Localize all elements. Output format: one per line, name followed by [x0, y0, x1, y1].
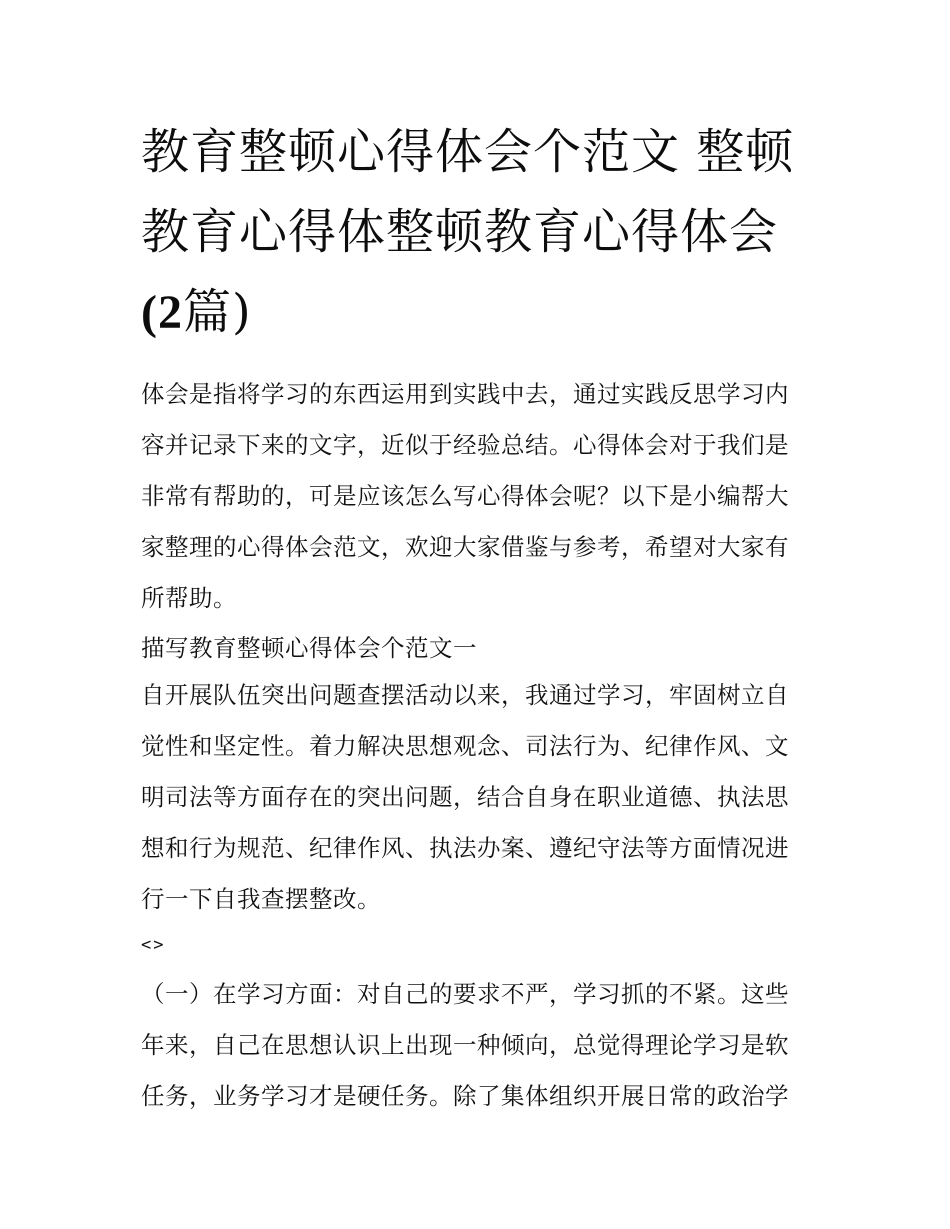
intro-line: 容并记录下来的文字，近似于经验总结。心得体会对于我们是 — [141, 431, 789, 459]
intro-line: 非常有帮助的，可是应该怎么写心得体会呢？以下是小编帮大 — [141, 482, 789, 510]
body-line: 觉性和坚定性。着力解决思想观念、司法行为、纪律作风、文 — [141, 732, 789, 760]
body-paragraph-1 — [141, 670, 813, 925]
body-line: （一）在学习方面：对自己的要求不严，学习抓的不紧。这些 — [141, 980, 789, 1008]
title-count-tail: 篇) — [182, 284, 252, 340]
body-line: 自开展队伍突出问题查摆活动以来，我通过学习，牢固树立自 — [141, 681, 789, 709]
placeholder-marker: <> — [141, 935, 166, 955]
body-line: 任务，业务学习才是硬任务。除了集体组织开展日常的政治学 — [141, 1082, 789, 1110]
body-line: 明司法等方面存在的突出问题，结合自身在职业道德、执法思 — [141, 783, 789, 811]
body-line: 年来，自己在思想认识上出现一种倾向，总觉得理论学习是软 — [141, 1031, 789, 1059]
section-subheading: 描写教育整顿心得体会个范文一 — [141, 634, 477, 662]
body-line: 行一下自我查摆整改。 — [141, 885, 381, 913]
intro-line: 所帮助。 — [141, 584, 237, 612]
intro-line: 体会是指将学习的东西运用到实践中去，通过实践反思学习内 — [141, 380, 789, 408]
body-paragraph-2 — [141, 969, 813, 1122]
title-line-2: 教育心得体整顿教育心得体会 — [141, 204, 779, 260]
title-line-1: 教育整顿心得体会个范文 整顿 — [141, 124, 795, 180]
intro-paragraph — [141, 369, 813, 624]
body-line: 想和行为规范、纪律作风、执法办案、遵纪守法等方面情况进 — [141, 834, 789, 862]
document-content — [141, 112, 813, 1122]
document-title — [141, 112, 813, 353]
title-count-number: (2 — [141, 286, 183, 339]
intro-line: 家整理的心得体会范文，欢迎大家借鉴与参考，希望对大家有 — [141, 533, 789, 561]
